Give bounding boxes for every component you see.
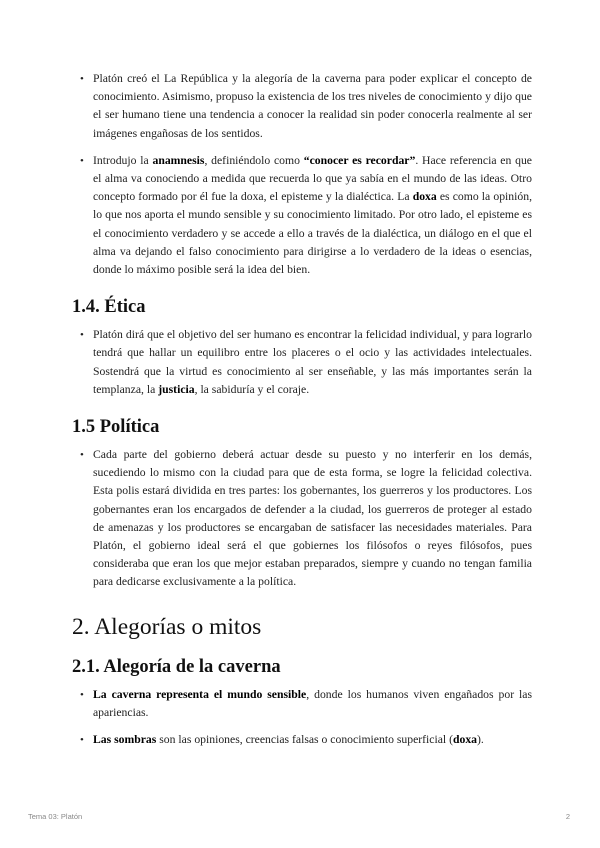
section-politica [72, 417, 532, 592]
text-run: Platón dirá que el objetivo del ser humano es encontrar la felicidad individual, y para lograrlo tendrá que hallar un equilibro entre los placeres o el ocio y las actividades intelectuales. Sostendrá que la virtud es conocimiento al ser enseñable, y las más importantes serán la templanza, la [93, 328, 532, 396]
subsection-list [72, 686, 532, 750]
section-etica [72, 297, 532, 399]
text-run: ). [477, 733, 484, 747]
bold-text: La caverna representa el mundo sensible [93, 687, 307, 701]
bold-text: doxa [412, 190, 437, 204]
section-heading: 1.4. Ética [72, 297, 146, 318]
list-item [72, 326, 532, 399]
subsection-heading: 2.1. Alegoría de la caverna [72, 656, 281, 677]
section-list [72, 446, 532, 592]
page-content [72, 70, 532, 758]
list-item [72, 686, 532, 722]
bold-text: Las sombras [93, 733, 157, 747]
list-item [72, 731, 532, 749]
bullet-icon: • [80, 688, 84, 701]
chapter-heading: 2. Alegorías o mitos [72, 613, 262, 640]
bold-text: doxa [452, 733, 478, 747]
footer-page-number: 2 [565, 812, 570, 821]
list-item [72, 70, 532, 143]
bullet-icon: • [80, 154, 84, 167]
bold-text: “conocer es recordar” [303, 153, 416, 167]
subsection-caverna [72, 657, 532, 750]
list-item [72, 152, 532, 279]
chapter-block [72, 614, 532, 641]
text-run: , definiéndolo como [204, 153, 304, 167]
bullet-icon: • [80, 449, 84, 462]
bullet-icon: • [80, 329, 84, 342]
bold-text: anamnesis [152, 153, 205, 167]
text-run: es como la opinión, lo que nos aporta el mundo sensible y su conocimiento limitado. Por otro lado, el episteme es el conocimiento verdadero y se accede a ello a través de la dialéctica, un diálogo en el que el alma va dejando el falso conocimiento para dirigirse a lo verdadero de la ideas o esencias, donde lo máximo posible será la idea del bien. [93, 190, 533, 277]
text-run: , donde los humanos viven engañados por las apariencias. [93, 687, 533, 719]
text-run: , la sabiduría y el coraje. [194, 382, 310, 396]
bullet-icon: • [80, 734, 84, 747]
bold-text: justicia [158, 382, 195, 396]
bullet-icon: • [80, 73, 84, 85]
text-run: Cada parte del gobierno deberá actuar desde su puesto y no interferir en los demás, sucediendo lo mismo con la ciudad para que de esta forma, se logre la felicidad colectiva. Esta polis estará dividida en tres partes: los gobernantes, los guerreros y los productores. Los gobernantes eran los encargados de defender a la ciudad, los guerreros de proteger al estado de amenazas y los productores se encargaban de satisfacer las necesidades materiales. Para Platón, el gobierno ideal será el que gobiernes los filósofos o reyes filósofos, pues consideraba que eran los que mejor estaban preparados, siempre y cuando no tengan familia para dedicarse exclusivamente a la política. [93, 448, 532, 589]
list-item [72, 446, 532, 592]
section-list [72, 326, 532, 399]
text-run: Platón creó el La República y la alegoría de la caverna para poder explicar el concepto de conocimiento. Asimismo, propuso la existencia de los tres niveles de conocimiento y dijo que el ser humano tiene una tendencia a conocer la realidad sin poder conocerla realmente al ser imágenes engañosas de los sentidos. [93, 72, 532, 140]
text-run: son las opiniones, creencias falsas o conocimiento superficial ( [156, 733, 453, 747]
text-run: Introdujo la [93, 153, 153, 167]
intro-list [72, 70, 532, 279]
footer-title: Tema 03: Platón [28, 812, 83, 821]
section-heading: 1.5 Política [72, 417, 160, 438]
text-run: . Hace referencia en que el alma va conociendo a medida que recuerda lo que ya sabía en el mundo de las ideas. Otro concepto formado por él fue la doxa, el episteme y la dialéctica. La [93, 153, 532, 204]
